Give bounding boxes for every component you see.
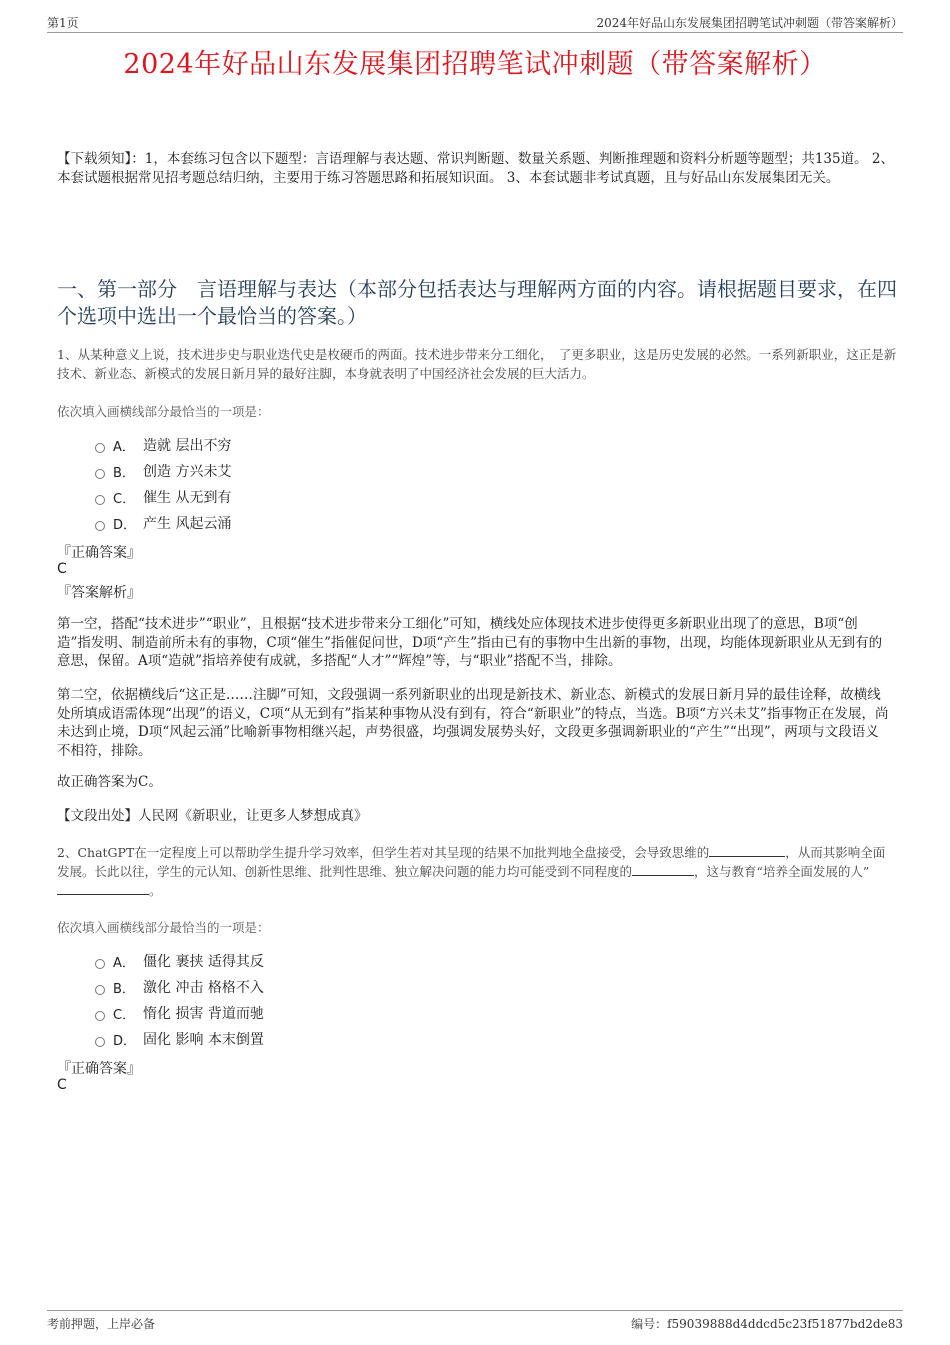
q1-answer: C: [57, 561, 67, 577]
option-letter: D．: [113, 517, 137, 533]
q1-option-b[interactable]: [95, 461, 231, 481]
option-text: 造就 层出不穷: [143, 438, 232, 454]
footer-slogan: 考前押题，上岸必备: [47, 1317, 156, 1331]
q1-option-a[interactable]: [95, 435, 231, 455]
question-1-text: 1、从某种意义上说，技术进步史与职业迭代史是枚硬币的两面。技术进步带来分工细化， 了更多职业，这是历史发展的必然。一系列新职业，这正是新技术、新业态、新模式的发展日新月异的最好注脚，本身就表明了中国经济社会发展的巨大活力。: [57, 347, 897, 381]
option-text: 激化 冲击 格格不入: [143, 980, 264, 996]
radio-icon[interactable]: [95, 1037, 105, 1047]
q1-analysis-label: 『答案解析』: [57, 585, 141, 601]
q1-option-d[interactable]: [95, 513, 231, 533]
page-footer: [47, 1310, 903, 1333]
page-number: 第1页: [47, 16, 79, 30]
q2-text-part-1: 2、ChatGPT在一定程度上可以帮助学生提升学习效率，但学生若对其呈现的结果不加批判地全盘接受，会导致思维的: [57, 845, 710, 860]
q1-answer-label: 『正确答案』: [57, 545, 141, 561]
option-letter: C．: [113, 491, 136, 507]
footer-serial: 编号：f59039888d4ddcd5c23f51877bd2de83: [631, 1317, 903, 1331]
option-text: 僵化 裹挟 适得其反: [143, 954, 264, 970]
q1-analysis-paragraph-1: 第一空，搭配“技术进步”“职业”，且根据“技术进步带来分工细化”可知，横线处应体现技术进步使得更多新职业出现了的意思，B项“创造”指发明、制造前所未有的事物，C项“催生”指催促问世，D项“产生”指由已有的事物中生出新的事物，出现，均能体现新职业从无到有的意思，保留。A项“造就”指培养使有成就，多搭配“人才”“辉煌”等，与“职业”搭配不当，排除。: [57, 616, 883, 669]
radio-icon[interactable]: [95, 495, 105, 505]
radio-icon[interactable]: [95, 521, 105, 531]
option-text: 惰化 损害 背道而驰: [143, 1006, 264, 1022]
q1-analysis-paragraph-2: 第二空，依据横线后“这正是……注脚”可知，文段强调一系列新职业的出现是新技术、新业态、新模式的发展日新月异的最佳诠释，故横线处所填成语需体现“出现”的语义，C项“从无到有”指某种事物从没有到有，符合“新职业”的特点，当选。B项“方兴未艾”指事物正在发展，尚未达到止境，D项“风起云涌”比喻新事物相继兴起，声势很盛，均强调发展势头好，文段更多强调新职业的“产生”“出现”，两项与文段语义不相符，排除。: [57, 687, 889, 759]
q2-text-part-2: ，从而其影响全面发展。长此以往，学生的元认知、创新性思维、批判性思维、独立解决问题的能力均可能受到不同程度的: [57, 845, 886, 879]
option-letter: A．: [113, 955, 135, 971]
option-letter: D．: [113, 1033, 137, 1049]
option-letter: B．: [113, 981, 135, 997]
q1-source: 【文段出处】人民网《新职业，让更多人梦想成真》: [57, 808, 368, 824]
download-notice: 【下载须知】：1，本套练习包含以下题型：言语理解与表达题、常识判断题、数量关系题、判断推理题和资料分析题等题型；共135道。 2、本套试题根据常见招考题总结归纳，主要用于练习答题思路和拓展知识面。 3、本套试题非考试真题，且与好品山东发展集团无关。: [57, 151, 894, 186]
option-letter: C．: [113, 1007, 136, 1023]
q1-conclusion: 故正确答案为C。: [57, 774, 162, 790]
header-title: 2024年好品山东发展集团招聘笔试冲刺题（带答案解析）: [596, 16, 903, 30]
radio-icon[interactable]: [95, 469, 105, 479]
section-title: 一、第一部分 言语理解与表达（本部分包括表达与理解两方面的内容。请根据题目要求，在四个选项中选出一个最恰当的答案。）: [57, 277, 897, 328]
q2-option-c[interactable]: [95, 1003, 264, 1023]
option-letter: B．: [113, 465, 135, 481]
fill-blank: [57, 883, 149, 895]
radio-icon[interactable]: [95, 985, 105, 995]
q1-option-c[interactable]: [95, 487, 231, 507]
q2-text-part-3: ，这与教育“培养全面发展的人”: [694, 864, 870, 879]
fill-blank: [709, 845, 785, 857]
radio-icon[interactable]: [95, 1011, 105, 1021]
question-2-prompt: 依次填入画横线部分最恰当的一项是：: [57, 920, 270, 935]
document-title: 2024年好品山东发展集团招聘笔试冲刺题（带答案解析）: [123, 49, 827, 80]
q2-option-d[interactable]: [95, 1029, 264, 1049]
radio-icon[interactable]: [95, 959, 105, 969]
q2-option-b[interactable]: [95, 977, 264, 997]
option-text: 产生 风起云涌: [143, 516, 232, 532]
q2-text-part-4: 。: [149, 883, 162, 898]
page-header: [47, 14, 903, 33]
q2-answer-label: 『正确答案』: [57, 1061, 141, 1077]
question-2-text: [57, 843, 897, 900]
radio-icon[interactable]: [95, 443, 105, 453]
fill-blank: [632, 864, 694, 876]
option-text: 固化 影响 本末倒置: [143, 1032, 264, 1048]
q2-answer: C: [57, 1077, 67, 1093]
option-text: 创造 方兴未艾: [143, 464, 232, 480]
q2-option-a[interactable]: [95, 951, 264, 971]
option-letter: A．: [113, 439, 135, 455]
question-1-prompt: 依次填入画横线部分最恰当的一项是：: [57, 404, 270, 419]
option-text: 催生 从无到有: [143, 490, 232, 506]
